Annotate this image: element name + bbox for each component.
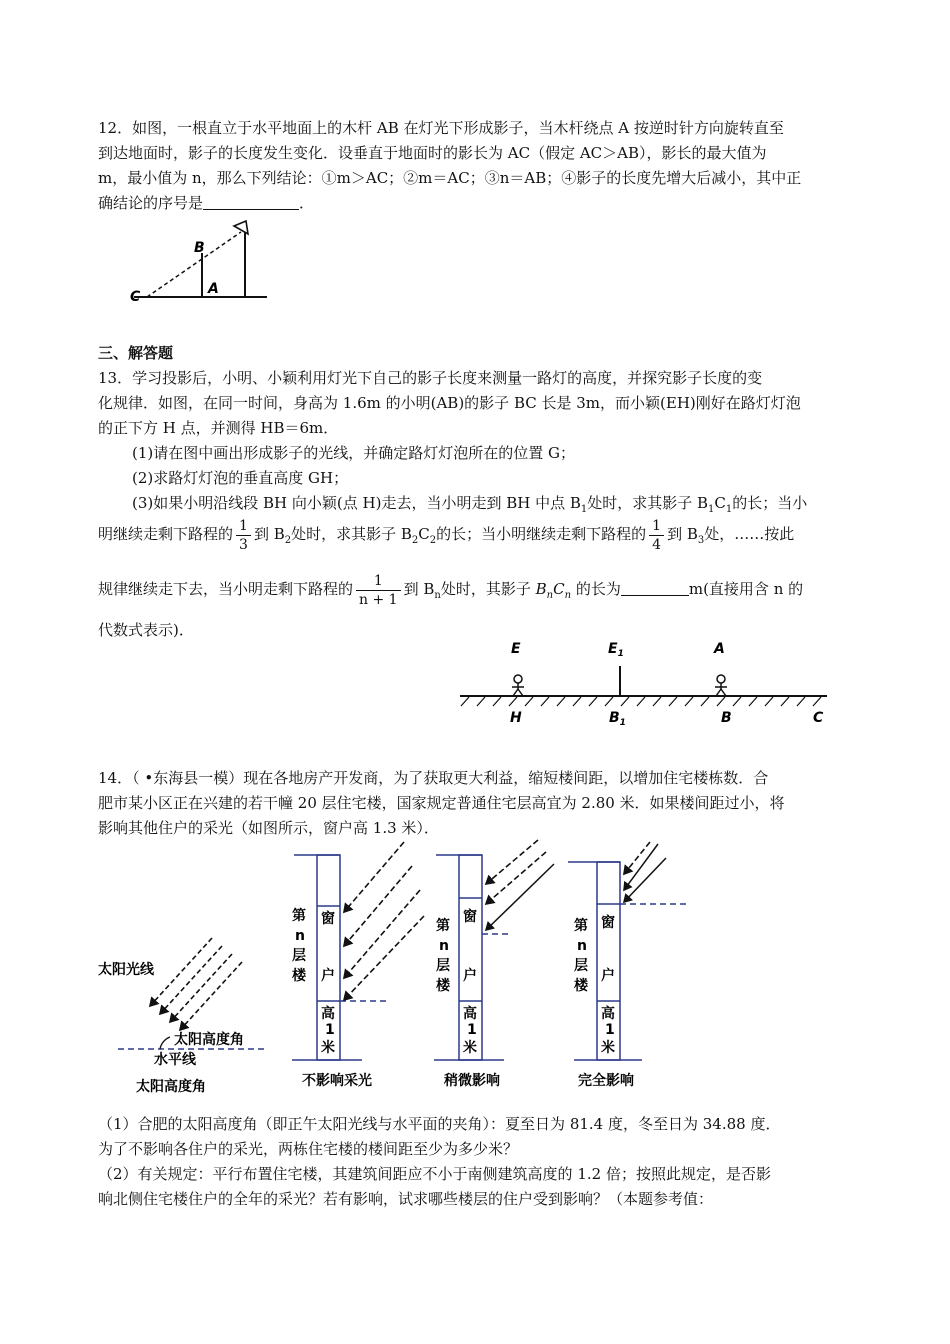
- label-b: B: [721, 710, 732, 726]
- caption-slight-effect: 稍微影响: [444, 1073, 500, 1089]
- fraction-one-over-n-plus-1: $\frac{1}{n + 1}$: [356, 572, 401, 609]
- building-no-effect: [292, 842, 424, 1089]
- q12-line3: m，最小值为 n，那么下列结论：①m＞AC；②m＝AC；③n＝AB；④影子的长度先增大后减小，其中正: [98, 169, 802, 187]
- q13-line2: 化规律．如图，在同一时间，身高为 1.6m 的小明(AB)的影子 BC 长是 3m，而小颖(EH)刚好在路灯灯泡: [98, 394, 801, 412]
- svg-text:n: n: [577, 938, 587, 954]
- svg-text:高: 高: [601, 1006, 615, 1022]
- q14-part2-line1: （2）有关规定：平行布置住宅楼，其建筑间距应不小于南侧建筑高度的 1.2 倍；按照此规定，是否影: [98, 1165, 771, 1183]
- q14-figure: [90, 838, 690, 1098]
- label-altitude-angle: 太阳高度角: [174, 1032, 244, 1048]
- svg-text:1: 1: [325, 1022, 335, 1038]
- svg-text:层: 层: [574, 958, 588, 974]
- q13-line1: 13．学习投影后，小明、小颖利用灯光下自己的影子长度来测量一路灯的高度，并探究影子长度的变: [98, 369, 763, 387]
- q14-part1-line1: （1）合肥的太阳高度角（即正午太阳光线与水平面的夹角）：夏至日为 81.4 度，冬至日为 34.88 度．: [98, 1115, 781, 1133]
- label-b1: $B_1$: [609, 710, 626, 728]
- building-full-effect: [568, 842, 686, 1089]
- sunlight-diagram: [98, 938, 265, 1095]
- label-a: A: [714, 641, 725, 657]
- q13-line6: 规律继续走下去，当小明走剩下路程的 $\frac{1}{n + 1}$ 到 $B_n$处时，其影子 $B_nC_n$ 的长为 m(直接用含 n 的: [98, 572, 804, 608]
- q12-text: [98, 116, 858, 216]
- caption-full-effect: 完全影响: [578, 1073, 634, 1089]
- svg-text:第: 第: [436, 918, 450, 934]
- label-e1: $E_1$: [608, 641, 624, 659]
- svg-text:米: 米: [463, 1040, 477, 1056]
- caption-altitude-angle: 太阳高度角: [136, 1079, 206, 1095]
- answer-blank: [203, 193, 299, 210]
- svg-text:窗: 窗: [463, 909, 477, 925]
- q12-line2: 到达地面时，影子的长度发生变化．设垂直于地面时的影长为 AC（假定 AC＞AB），影长的最大值为: [98, 144, 767, 162]
- q13-line3: 的正下方 H 点，并测得 HB＝6m．: [98, 419, 339, 437]
- fraction-one-fourth: $\frac{1}{4}$: [649, 517, 664, 554]
- svg-text:米: 米: [601, 1040, 615, 1056]
- q13-sub2: (2)求路灯灯泡的垂直高度 GH；: [132, 469, 349, 487]
- q13-line5: 明继续走剩下路程的 $\frac{1}{3}$ 到 $B_2$处时，求其影子 $B_2C_2$的长；当小明继续走剩下路程的 $\frac{1}{4}$ 到 $B_3$处，……按此: [98, 517, 795, 553]
- q13-text: [98, 366, 858, 522]
- q13-figure: [455, 632, 840, 732]
- svg-text:n: n: [439, 938, 449, 954]
- q13-sub3: (3)如果小明沿线段 BH 向小颖(点 H)走去，当小明走到 BH 中点 $B_1$处时，求其影子 $B_1C_1$的长；当小: [132, 494, 808, 515]
- q12-line4: 确结论的序号是 ．: [98, 194, 315, 212]
- label-horizontal: 水平线: [154, 1052, 196, 1068]
- person-e-icon: [512, 675, 524, 696]
- svg-text:1: 1: [605, 1022, 615, 1038]
- q14-line3: 影响其他住户的采光（如图所示，窗户高 1.3 米）．: [98, 819, 439, 837]
- svg-text:高: 高: [321, 1006, 335, 1022]
- q14-part2-line2: 响北侧住宅楼住户的全年的采光？若有影响，试求哪些楼层的住户受到影响？（本题参考值：: [98, 1190, 714, 1208]
- svg-text:第: 第: [574, 918, 588, 934]
- svg-text:楼: 楼: [436, 978, 450, 994]
- label-c: C: [813, 710, 824, 726]
- svg-text:层: 层: [292, 948, 306, 964]
- svg-text:n: n: [295, 928, 305, 944]
- label-b: B: [194, 240, 205, 256]
- label-a: A: [208, 281, 219, 297]
- svg-text:层: 层: [436, 958, 450, 974]
- label-c: C: [130, 289, 141, 305]
- q13-sub1: (1)请在图中画出形成影子的光线，并确定路灯灯泡所在的位置 G；: [132, 444, 576, 462]
- section-title: 三、解答题: [98, 344, 174, 362]
- svg-text:米: 米: [321, 1040, 335, 1056]
- q14-parts: [98, 1112, 858, 1212]
- angle-arc: [160, 1037, 170, 1049]
- q14-line2: 肥市某小区正在兴建的若干幢 20 层住宅楼，国家规定普通住宅层高宜为 2.80 米．如果楼间距过小，将: [98, 794, 785, 812]
- ground-hatching: [461, 697, 821, 706]
- q13-line7: 代数式表示)．: [98, 621, 194, 639]
- svg-text:1: 1: [467, 1022, 477, 1038]
- label-sunlight: 太阳光线: [98, 962, 154, 978]
- svg-text:户: 户: [463, 968, 477, 984]
- q12-line1: 12．如图，一根直立于水平地面上的木杆 AB 在灯光下形成影子，当木杆绕点 A 按逆时针方向旋转直至: [98, 119, 784, 137]
- svg-text:高: 高: [463, 1006, 477, 1022]
- svg-text:楼: 楼: [292, 968, 306, 984]
- q14-line1: 14．（ •东海县一模）现在各地房产开发商，为了获取更大利益，缩短楼间距，以增加住宅楼栋数．合: [98, 769, 769, 787]
- building-slight-effect: [434, 840, 554, 1089]
- svg-text:窗: 窗: [601, 915, 615, 931]
- answer-blank: [621, 579, 689, 596]
- svg-text:楼: 楼: [574, 978, 588, 994]
- shadow-bncn: $B_nC_n$: [535, 580, 572, 601]
- caption-no-effect: 不影响采光: [302, 1073, 372, 1089]
- label-e: E: [511, 641, 521, 657]
- svg-text:户: 户: [601, 968, 615, 984]
- svg-text:窗: 窗: [321, 911, 335, 927]
- svg-text:户: 户: [321, 968, 335, 984]
- q12-figure: [120, 210, 280, 306]
- fraction-one-third: $\frac{1}{3}$: [236, 517, 251, 554]
- q14-part1-line2: 为了不影响各住户的采光，两栋住宅楼的楼间距至少为多少米？: [98, 1140, 519, 1158]
- q14-text: [98, 766, 858, 841]
- person-a-icon: [715, 675, 727, 696]
- label-h: H: [510, 710, 522, 726]
- svg-text:第: 第: [292, 908, 306, 924]
